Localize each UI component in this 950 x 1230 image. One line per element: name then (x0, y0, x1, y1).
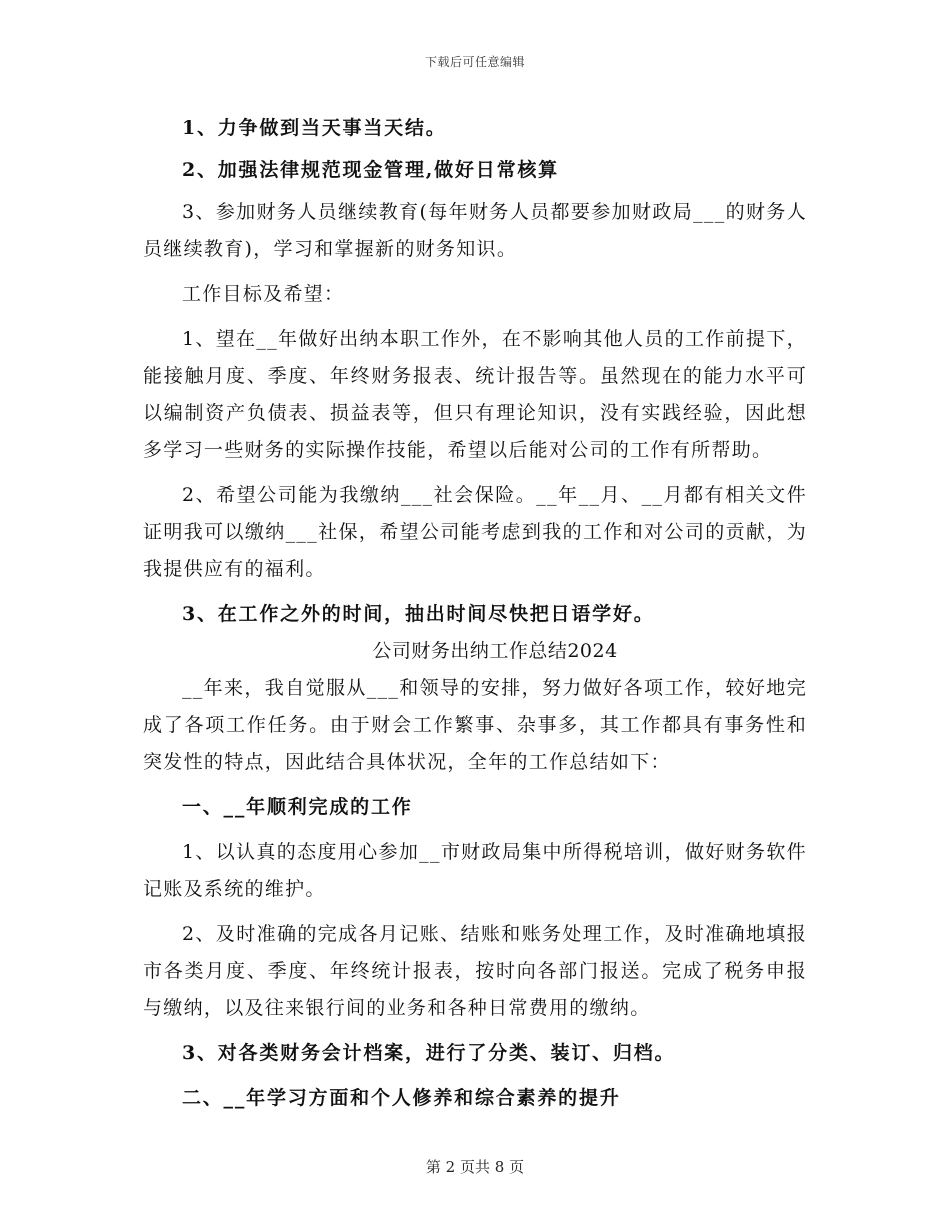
section-heading-completed-work: 一、__年顺利完成的工作 (181, 796, 413, 818)
page-header: 下载后可任意编辑 (424, 55, 525, 69)
section-heading-learning: 二、__年学习方面和个人修养和综合素养的提升 (181, 1087, 621, 1109)
document-title: 公司财务出纳工作总结2024 (372, 640, 618, 662)
paragraph-work-2: 2、及时准确的完成各月记账、结账和账务处理工作，及时准确地填报市各类月度、季度、年终统计报表，按时向各部门报送。完成了税务申报与缴纳，以及往来银行间的业务和各种日常费用的缴纳。 (143, 923, 807, 1019)
paragraph-goal-3: 3、参加财务人员继续教育(每年财务人员都要参加财政局___的财务人员继续教育)，学习和掌握新的财务知识。 (143, 201, 807, 260)
paragraph-hope-1: 1、望在__年做好出纳本职工作外，在不影响其他人员的工作前提下，能接触月度、季度、年终财务报表、统计报告等。虽然现在的能力水平可以编制资产负债表、损益表等，但只有理论知识，没有实践经验，因此想多学习一些财务的实际操作技能，希望以后能对公司的工作有所帮助。 (143, 328, 807, 461)
section-heading-goals: 工作目标及希望： (181, 283, 345, 305)
document-body (143, 110, 807, 1117)
paragraph-work-3: 3、对各类财务会计档案，进行了分类、装订、归档。 (181, 1042, 676, 1064)
paragraph-goal-2: 2、加强法律规范现金管理,做好日常核算 (181, 159, 559, 181)
paragraph-hope-3: 3、在工作之外的时间，抽出时间尽快把日语学好。 (181, 603, 655, 625)
paragraph-hope-2: 2、希望公司能为我缴纳___社会保险。__年__月、__月都有相关文件证明我可以缴纳___社保，希望公司能考虑到我的工作和对公司的贡献，为我提供应有的福利。 (143, 484, 807, 580)
paragraph-intro: __年来，我自觉服从___和领导的安排，努力做好各项工作，较好地完成了各项工作任务。由于财会工作繁事、杂事多，其工作都具有事务性和突发性的特点，因此结合具体状况，全年的工作总结如下： (143, 677, 807, 773)
page-footer: 第 2 页共 8 页 (425, 1158, 525, 1176)
paragraph-work-1: 1、以认真的态度用心参加__市财政局集中所得税培训，做好财务软件记账及系统的维护。 (143, 841, 807, 900)
paragraph-goal-1: 1、力争做到当天事当天结。 (181, 117, 447, 139)
